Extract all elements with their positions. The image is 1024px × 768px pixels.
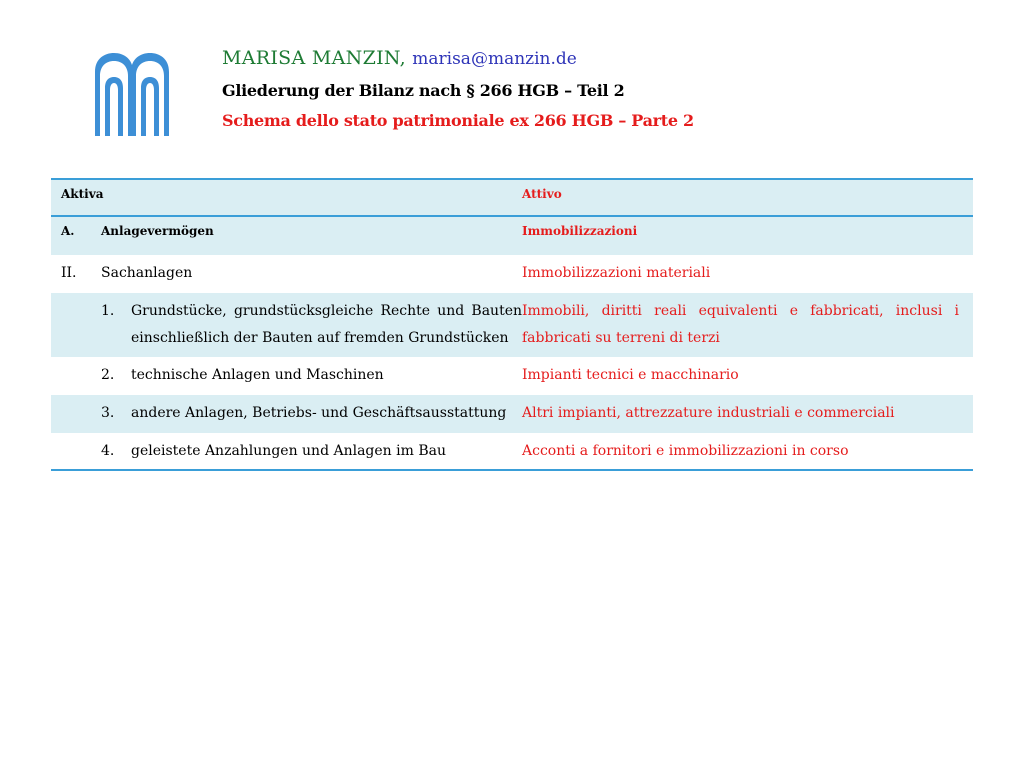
document-header xyxy=(222,44,694,136)
item-italian: Acconti a fornitori e immobilizzazioni in corso xyxy=(522,443,849,459)
manzin-logo-icon xyxy=(93,52,171,136)
header-italian: Attivo xyxy=(522,187,562,201)
subsection-label: Sachanlagen xyxy=(101,265,193,281)
subtitle-german: Gliederung der Bilanz nach § 266 HGB – Teil 2 xyxy=(222,81,625,100)
subsection-code: II. xyxy=(61,265,77,281)
item-number: 2. xyxy=(101,367,115,383)
item-number: 3. xyxy=(101,405,115,421)
table-row xyxy=(51,395,973,433)
item-number: 4. xyxy=(101,443,115,459)
section-italian: Immobilizzazioni xyxy=(522,224,638,238)
author-name: MARISA MANZIN, xyxy=(222,47,406,69)
table-row xyxy=(51,433,973,471)
item-label: technische Anlagen und Maschinen xyxy=(131,367,384,383)
item-label: geleistete Anzahlungen und Anlagen im Bau xyxy=(131,443,446,459)
author-email-link[interactable]: marisa@manzin.de xyxy=(412,49,577,69)
section-row xyxy=(51,217,973,255)
table-header-row xyxy=(51,180,973,217)
item-german xyxy=(51,293,522,357)
item-german xyxy=(51,357,522,395)
table-row xyxy=(51,357,973,395)
header-german: Aktiva xyxy=(61,187,104,201)
table-row xyxy=(51,293,973,357)
subsection-german xyxy=(51,255,522,293)
author-line xyxy=(222,44,694,73)
item-german xyxy=(51,395,522,433)
subsection-row xyxy=(51,255,973,293)
balance-sheet-table xyxy=(51,178,973,471)
subsection-italian: Immobilizzazioni materiali xyxy=(522,265,711,281)
item-number: 1. xyxy=(101,303,115,319)
section-code: A. xyxy=(61,224,75,238)
item-label: Grundstücke, grundstücksgleiche Rechte und Bauten einschließlich der Bauten auf fremden Grundstücken xyxy=(131,303,522,346)
section-german xyxy=(51,217,522,255)
item-italian: Altri impianti, attrezzature industriali e commerciali xyxy=(522,405,895,421)
item-translation: Immobili, diritti reali equivalenti e fabbricati, inclusi i fabbricati su terreni di terzi xyxy=(522,303,959,346)
subtitle-italian: Schema dello stato patrimoniale ex 266 HGB – Parte 2 xyxy=(222,111,694,130)
section-label: Anlagevermögen xyxy=(101,224,214,238)
item-italian xyxy=(522,293,973,357)
item-italian: Impianti tecnici e macchinario xyxy=(522,367,739,383)
item-german xyxy=(51,433,522,469)
item-label: andere Anlagen, Betriebs- und Geschäftsausstattung xyxy=(131,405,507,421)
